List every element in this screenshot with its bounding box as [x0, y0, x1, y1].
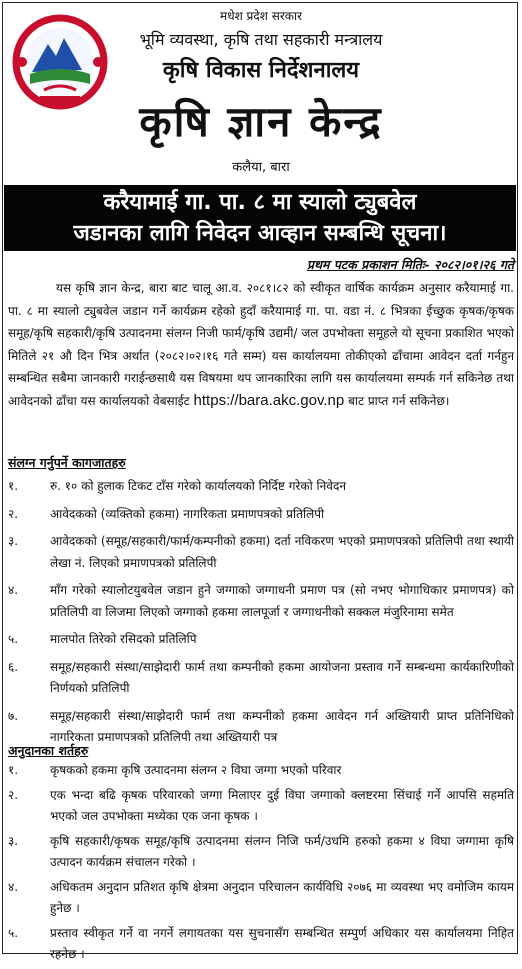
list-item: [8, 531, 514, 574]
list-item: [8, 504, 514, 526]
list-item: [8, 785, 514, 828]
notice-body-text: यस कृषि ज्ञान केन्द्र, बारा बाट चालू आ.व. २०८१।८२ को स्वीकृत वार्षिक कार्यक्रम अनुसार करैयामाई गा. पा. ८ मा स्यालो ट्युबवेल जडान गर्ने कार्यक्रम रहेको हुदाँ करैयामाई गा. पा. वडा नं. ८ भित्रका ईच्छुक कृषक/कृषक समूह/कृषि सहकारी/कृषि उत्पादनमा संलग्न निजी फार्म/कृषि उद्यमी/ जल उपभोक्ता समूहले यो सूचना प्रकाशित भएको मितिले २१ औ दिन भित्र अर्थात (२०८२।०२।१६ गते सम्म) यस कार्यालयमा तोकीएको ढाँचामा आवेदन दर्ता गर्नहुन सम्बन्धित सबैमा जानकारी गराईन्छसाथै यस विषयमा थप जानकारिका लागि यस कार्यालयमा सम्पर्क गर्न सकिनेछ तथा आवेदनको ढाँचा यस कार्यालयको वेबसाईट: [8, 281, 514, 408]
list-item-number: १.: [8, 763, 19, 777]
list-item-number: ५.: [8, 925, 19, 940]
list-item-text: आवेदकको (समूह/सहकारी/फार्म/कम्पनीको हकमा) दर्ता नविकरण भएको प्रमाणपत्रको प्रतिलिपी तथा स्थायी लेखा नं. लिएको प्रमाणपत्रको प्रतिलिपी: [50, 534, 514, 570]
conditions-heading: अनुदानका शर्तहरु: [8, 743, 89, 758]
list-item: [8, 831, 514, 874]
notice-body: [8, 277, 514, 413]
list-item-text: आवेदकको (व्यक्तिको हकमा) नागरिकता प्रमाणपत्रको प्रतिलिपी: [50, 506, 325, 521]
list-item: [8, 476, 514, 498]
office-location: कलैया, बारा: [232, 160, 290, 175]
government-name: मधेश प्रदेश सरकार: [220, 9, 302, 23]
list-item-number: २.: [8, 787, 19, 802]
notice-title-line-1: करैयामाई गा. पा. ८ मा स्यालो ट्युबवेल: [103, 190, 417, 215]
list-item-text: मालपोत तिरेको रसिदको प्रतिलिपि: [50, 632, 197, 646]
notice-body-text-end: बाट प्राप्त गर्न सकिनेछ।: [348, 393, 450, 408]
list-item-text: एक भन्दा बढि कृषक परिवारको जग्गा मिलाएर दुई विघा जग्गाको क्लष्टरमा सिंचाई गर्ने आपसि सहमति भएको जल उपभोक्ता मध्येका एक जना कृषक ।: [50, 787, 514, 823]
directorate-name: कृषि विकास निर्देशनालय: [162, 58, 360, 83]
list-item-number: ३.: [8, 833, 19, 848]
list-item: [8, 923, 514, 966]
list-item-number: ५.: [8, 632, 19, 646]
notice-title-line-2: जडानका लागि निवेदन आव्हान सम्बन्धि सूचना।: [73, 221, 447, 246]
list-item-number: ७.: [8, 708, 19, 723]
documents-heading: संलग्न गर्नुपर्ने कागजातहरु: [8, 455, 126, 470]
list-item: [8, 580, 514, 623]
list-item-text: कृषि सहकारी/कृषक समूह/कृषि उत्पादनमा संलग्न निजि फर्म/उधमि हरुको हकमा ४ विघा जग्गामा कृषि उत्पादन कार्यक्रम संचालन गरेको ।: [50, 833, 514, 869]
list-item: [8, 760, 514, 782]
list-item: [8, 657, 514, 700]
ministry-name: भूमि व्यवस्था, कृषि तथा सहकारी मन्त्रालय: [139, 30, 383, 49]
list-item-number: ३.: [8, 534, 19, 548]
list-item-number: ४.: [8, 583, 19, 597]
list-item-text: माँग गरेको स्यालोटयुबवेल जडान हुने जग्गाको जग्गाधनी प्रमाण पत्र (सो नभए भोगाधिकार प्रमाणपत्र) को प्रतिलिपी वा लिजमा लिएको जग्गाको हकमा लालपूर्जा र जग्गाधनीको सक्कल मंजुरिनामा समेत: [50, 583, 514, 619]
letterhead: [0, 0, 522, 186]
website-link[interactable]: https://bara.akc.gov.np: [193, 391, 345, 409]
list-item-text: कृषकको हकमा कृषि उत्पादनमा संलग्न २ विघा जग्गा भएको परिवार: [50, 763, 342, 777]
list-item-text: अधिकतम अनुदान प्रतिशत कृषि क्षेत्रमा अनुदान परिचालन कार्यविधि २०७६ मा व्यवस्था भए वमोजिम कायम हुनेछ ।: [50, 879, 514, 915]
list-item-number: २.: [8, 506, 19, 521]
list-item: [8, 629, 514, 651]
documents-list: [8, 476, 514, 755]
office-name: कृषि ज्ञान केन्द्र: [139, 97, 383, 146]
list-item-text: रु. १० को हुलाक टिकट टाँस गरेको कार्यालयको निर्दिष्ट गरेको निवेदन: [50, 479, 346, 493]
conditions-list: [8, 760, 514, 969]
list-item-number: ४.: [8, 879, 19, 894]
list-item-text: समूह/सहकारी संस्था/साझेदारी फार्म तथा कम्पनीको हकमा आवेदन गर्न अख्तियारी प्राप्त प्रतिनिधिको नागरिकता प्रमाणपत्रको प्रतिलिपी तथा अख्तियारी पत्र: [50, 708, 514, 744]
list-item-number: ६.: [8, 659, 19, 674]
publication-date: प्रथम पटक प्रकाशन मितिः- २०८२।०१।२६ गते: [306, 257, 514, 272]
notice-title: [4, 185, 516, 251]
list-item-number: १.: [8, 479, 19, 493]
list-item: [8, 877, 514, 920]
list-item-text: समूह/सहकारी संस्था/साझेदारी फार्म तथा कम्पनीको हकमा आयोजना प्रस्ताव गर्ने सम्बन्धमा कार्यकारिणीको निर्णयको प्रतिलिपी: [50, 659, 514, 695]
list-item-text: प्रस्ताव स्वीकृत गर्ने वा नगर्ने लगायतका यस सुचनासँग सम्बन्धित सम्पुर्ण अधिकार यस कार्यालयमा निहित रहनेछ ।: [50, 925, 514, 961]
